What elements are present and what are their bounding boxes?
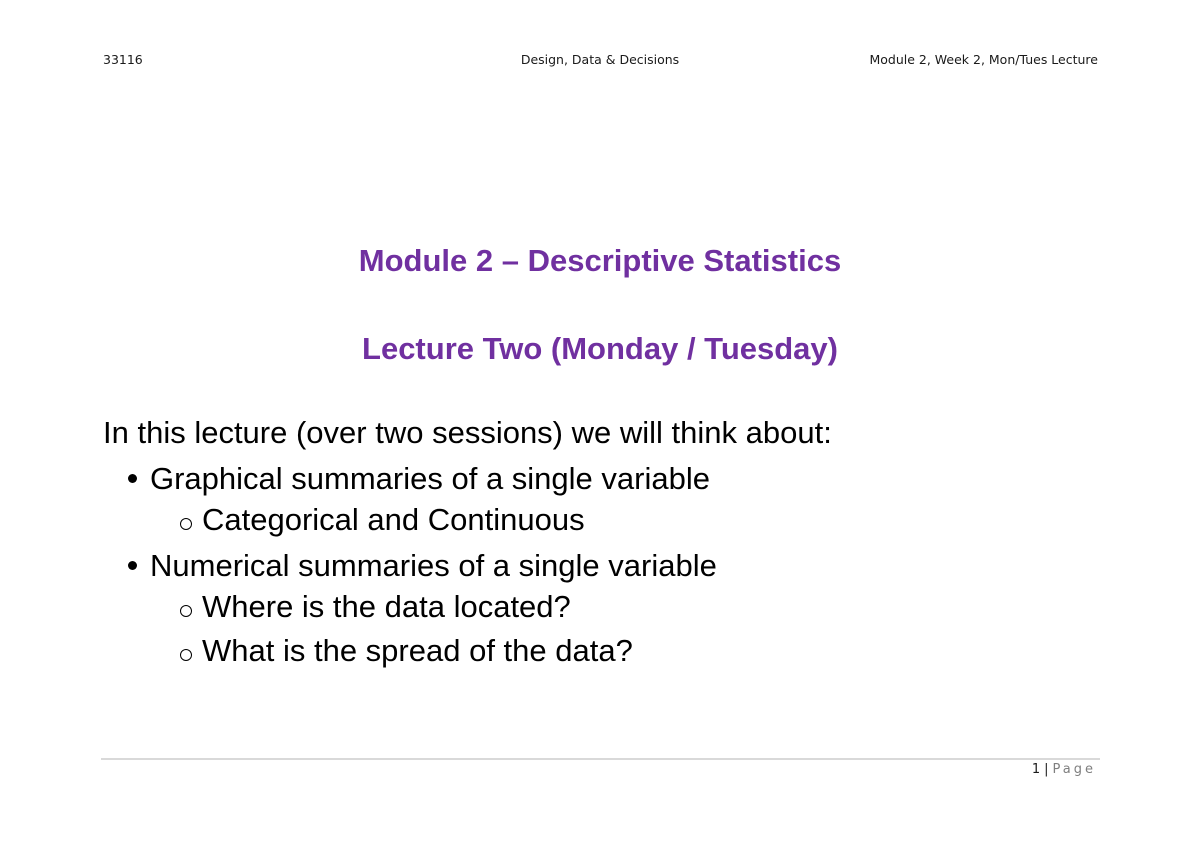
page-title: Module 2 – Descriptive Statistics (358, 243, 842, 278)
bullet-circle-icon (180, 518, 192, 530)
list-item (180, 635, 633, 666)
header-course-code: 33116 (103, 52, 143, 67)
page-number: 1 (1031, 762, 1041, 777)
bullet-circle-icon (180, 605, 192, 617)
footer-divider (101, 758, 1100, 760)
intro-text: In this lecture (over two sessions) we will think about: (103, 415, 832, 450)
bullet-dot-icon (128, 561, 137, 570)
page-footer (1032, 762, 1096, 777)
list-item-text: Categorical and Continuous (202, 502, 585, 537)
list-item-text: Numerical summaries of a single variable (150, 548, 717, 583)
list-item (128, 463, 710, 494)
list-item-text: Graphical summaries of a single variable (150, 461, 710, 496)
list-item (180, 504, 585, 535)
lecture-subtitle: Lecture Two (Monday / Tuesday) (362, 331, 838, 366)
bullet-circle-icon (180, 649, 192, 661)
page-label: Page (1052, 762, 1096, 777)
bullet-dot-icon (128, 474, 137, 483)
header-course-name: Design, Data & Decisions (520, 52, 680, 67)
list-item-text: Where is the data located? (202, 589, 571, 624)
list-item-text: What is the spread of the data? (202, 633, 633, 668)
list-item (180, 591, 571, 622)
footer-separator: | (1044, 762, 1049, 777)
header-lecture-info: Module 2, Week 2, Mon/Tues Lecture (869, 52, 1098, 67)
list-item (128, 550, 717, 581)
